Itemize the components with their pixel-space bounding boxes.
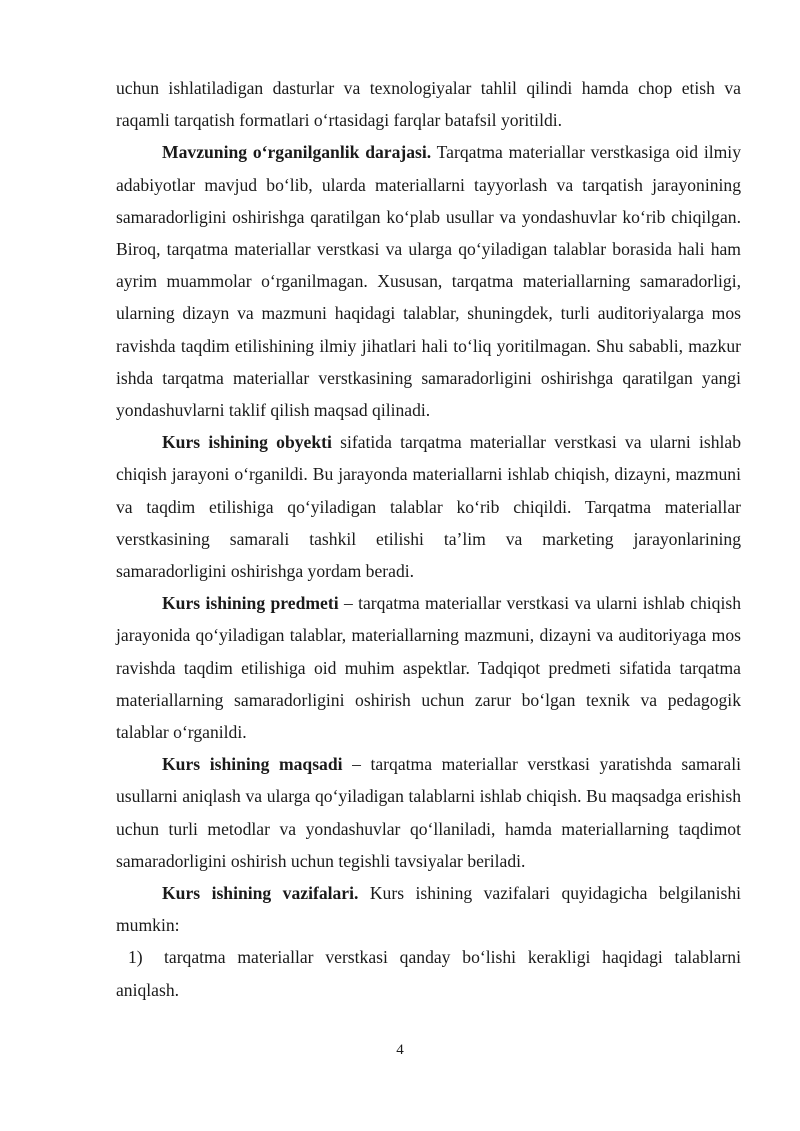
- section-tasks: [116, 877, 741, 941]
- section-heading: Mavzuning o‘rganilganlik darajasi.: [162, 142, 432, 163]
- section-heading: Kurs ishining vazifalari.: [162, 883, 359, 904]
- section-goal: [116, 748, 741, 877]
- section-heading: Kurs ishining predmeti: [162, 593, 339, 614]
- list-item-number: 1): [128, 947, 143, 968]
- section-text: Tarqatma materiallar verstkasiga oid ilmiy adabiyotlar mavjud bo‘lib, ularda materiallarni tayyorlash va tarqatish jarayonining samaradorligini oshirishga qaratilgan ko‘plab usullar va yondashuvlar ko‘rib chiqilgan. Biroq, tarqatma materiallar verstkasi va ularga qo‘yiladigan talablar borasida hali ham ayrim muammolar o‘rganilmagan. Xususan, tarqatma materiallarning samaradorligi, ularning dizayn va mazmuni haqidagi talablar, shuningdek, turli auditoriyalarga mos ravishda taqdim etilishining ilmiy jihatlari hali to‘liq yoritilmagan. Shu sababli, mazkur ishda tarqatma materiallar verstkasining samaradorligini oshirishga qaratilgan yangi yondashuvlarni taklif qilish maqsad qilinadi.: [116, 142, 741, 421]
- page-number: 4: [396, 1042, 404, 1058]
- section-text: – tarqatma materiallar verstkasi va ularni ishlab chiqish jarayonida qo‘yiladigan talablar, materiallarning mazmuni, dizayni va auditoriyaga mos ravishda taqdim etilishiga oid muhim aspektlar. Tadqiqot predmeti sifatida tarqatma materiallarning samaradorligini oshirish uchun zarur bo‘lgan texnik va pedagogik talablar o‘rganildi.: [116, 593, 741, 743]
- section-study-level: [116, 136, 741, 426]
- section-text: sifatida tarqatma materiallar verstkasi va ularni ishlab chiqish jarayoni o‘rganildi. Bu jarayonda materiallarni ishlab chiqish, dizayni, mazmuni va taqdim etilishiga qo‘yiladigan talablar ko‘rib chiqildi. Tarqatma materiallar verstkasining samarali tashkil etilishi ta’lim va marketing jarayonlarining samaradorligini oshirishga yordam beradi.: [116, 432, 741, 582]
- section-heading: Kurs ishining maqsadi: [162, 754, 343, 775]
- section-object: [116, 426, 741, 587]
- section-text: Kurs ishining vazifalari quyidagicha belgilanishi mumkin:: [116, 883, 741, 936]
- section-heading: Kurs ishining obyekti: [162, 432, 332, 453]
- list-item: [116, 941, 741, 1005]
- intro-paragraph: [116, 72, 741, 136]
- document-page: [116, 72, 741, 1006]
- section-text: – tarqatma materiallar verstkasi yaratishda samarali usullarni aniqlash va ularga qo‘yiladigan talablarni ishlab chiqish. Bu maqsadga erishish uchun turli metodlar va yondashuvlar qo‘llaniladi, hamda materiallarning taqdimot samaradorligini oshirish uchun tegishli tavsiyalar beriladi.: [116, 754, 741, 871]
- list-item-text: tarqatma materiallar verstkasi qanday bo‘lishi kerakligi haqidagi talablarni aniqlash.: [116, 947, 741, 1000]
- section-subject: [116, 587, 741, 748]
- intro-text: uchun ishlatiladigan dasturlar va texnologiyalar tahlil qilindi hamda chop etish va raqamli tarqatish formatlari o‘rtasidagi farqlar batafsil yoritildi.: [116, 78, 741, 131]
